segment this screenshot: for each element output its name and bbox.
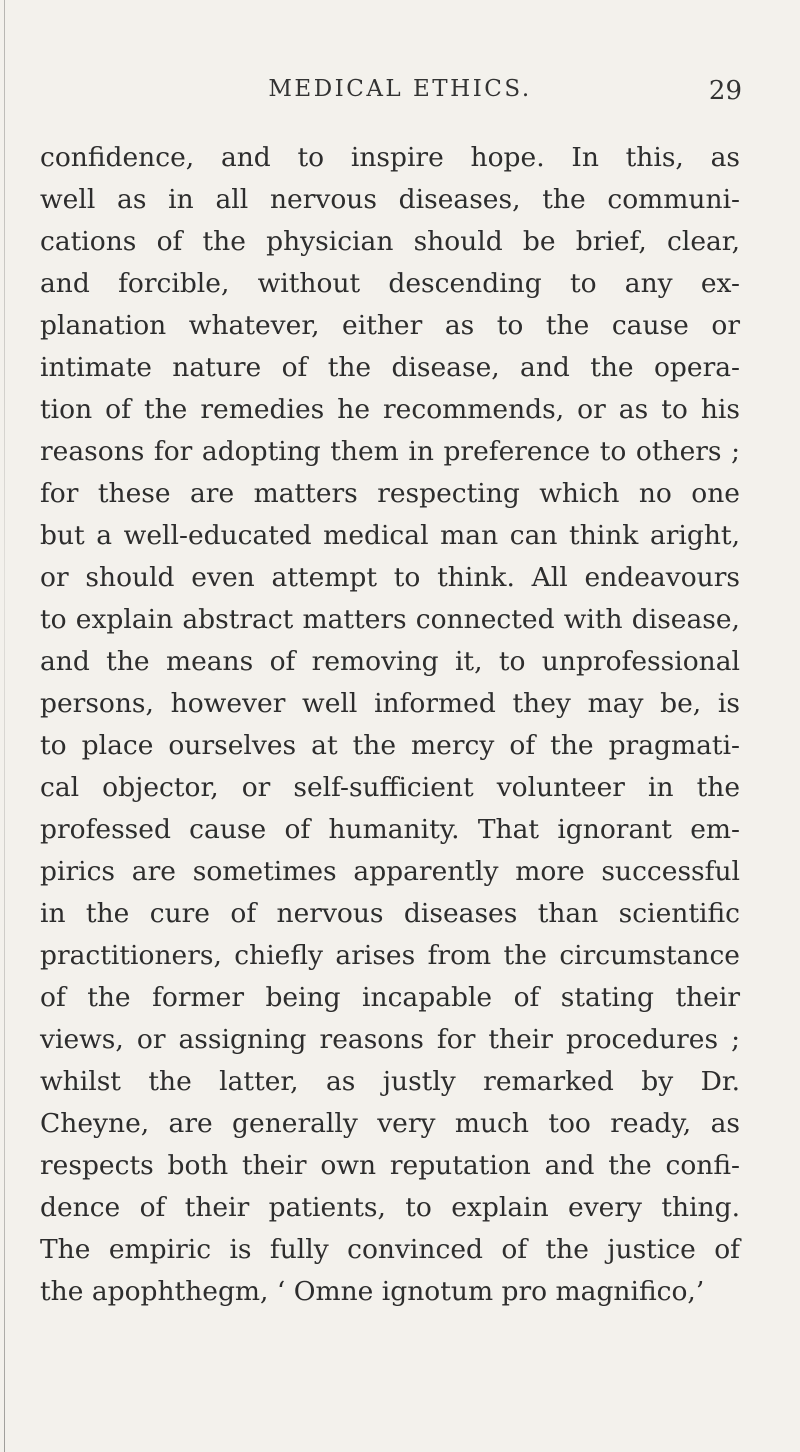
text-line: planation whatever, either as to the cause or	[40, 310, 740, 341]
text-line: and forcible, without descending to any ex-	[40, 268, 740, 299]
text-line: views, or assigning reasons for their procedures ;	[40, 1024, 740, 1055]
text-line: The empiric is fully convinced of the justice of	[40, 1234, 740, 1265]
text-line: cations of the physician should be brief, clear,	[40, 226, 740, 257]
text-line: confidence, and to inspire hope. In this, as	[40, 142, 740, 173]
page-number: 29	[708, 76, 742, 106]
text-line: or should even attempt to think. All endeavours	[40, 562, 740, 593]
text-line: cal objector, or self-sufficient volunteer in the	[40, 772, 740, 803]
text-line: Cheyne, are generally very much too ready, as	[40, 1108, 740, 1139]
text-line: tion of the remedies he recommends, or as to his	[40, 394, 740, 425]
text-line: respects both their own reputation and the confi-	[40, 1150, 740, 1181]
text-line: but a well-educated medical man can think aright,	[40, 520, 740, 551]
text-line: in the cure of nervous diseases than scientific	[40, 898, 740, 929]
text-line: professed cause of humanity. That ignorant em-	[40, 814, 740, 845]
running-head	[0, 76, 800, 112]
text-line: to explain abstract matters connected with disease,	[40, 604, 740, 635]
text-line: the apophthegm, ‘ Omne ignotum pro magnifico,’	[40, 1276, 705, 1307]
text-line: to place ourselves at the mercy of the pragmati-	[40, 730, 740, 761]
text-line: well as in all nervous diseases, the communi-	[40, 184, 740, 215]
text-line: dence of their patients, to explain every thing.	[40, 1192, 740, 1223]
text-line: whilst the latter, as justly remarked by Dr.	[40, 1066, 740, 1097]
running-head-title: MEDICAL ETHICS.	[268, 76, 532, 102]
text-line: practitioners, chiefly arises from the circumstance	[40, 940, 740, 971]
text-line: reasons for adopting them in preference to others ;	[40, 436, 740, 467]
text-line: persons, however well informed they may be, is	[40, 688, 740, 719]
text-line: pirics are sometimes apparently more successful	[40, 856, 740, 887]
text-line: and the means of removing it, to unprofessional	[40, 646, 740, 677]
text-line: of the former being incapable of stating their	[40, 982, 740, 1013]
page-gutter-edge	[4, 0, 5, 1452]
text-line: for these are matters respecting which no one	[40, 478, 740, 509]
text-line: intimate nature of the disease, and the opera-	[40, 352, 740, 383]
